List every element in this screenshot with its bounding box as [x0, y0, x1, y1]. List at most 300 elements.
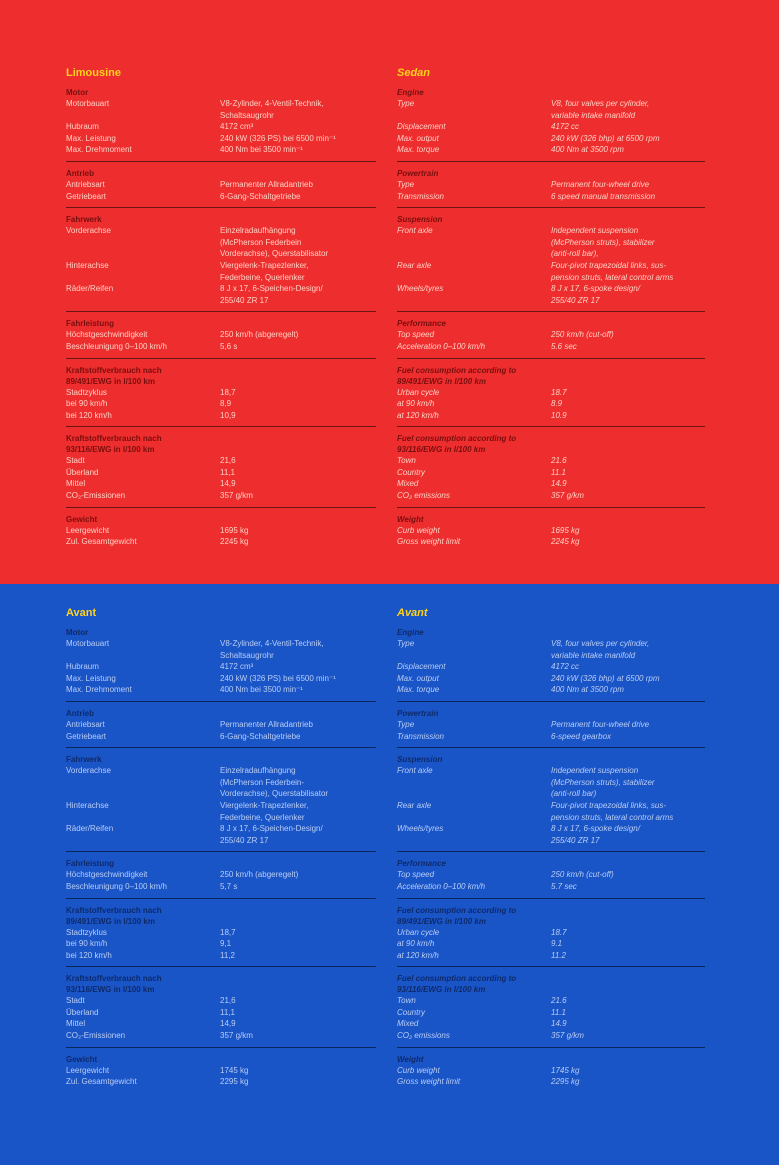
spec-row — [66, 1018, 376, 1030]
spec-row — [66, 455, 376, 467]
section-heading: Suspension — [397, 755, 443, 765]
spec-value — [551, 1018, 705, 1030]
spec-row — [397, 260, 705, 283]
spec-row — [66, 950, 376, 962]
section-heading: Weight — [397, 1054, 424, 1064]
spec-section — [397, 514, 705, 553]
spec-value-line: 240 kW (326 PS) bei 6500 min⁻¹ — [220, 133, 336, 143]
spec-value — [220, 536, 376, 548]
spec-label: Front axle — [397, 226, 433, 236]
spec-row — [66, 719, 376, 731]
spec-value — [551, 938, 705, 950]
spec-value-line: 357 g/km — [551, 1031, 584, 1041]
spec-row — [397, 765, 705, 800]
spec-row — [397, 719, 705, 731]
spec-row — [397, 398, 705, 410]
spec-value-line: 400 Nm at 3500 rpm — [551, 685, 624, 695]
spec-section — [66, 514, 376, 553]
spec-value-line: 240 kW (326 PS) bei 6500 min⁻¹ — [220, 673, 336, 683]
spec-value-line: 6-Gang-Schaltgetriebe — [220, 191, 301, 201]
spec-value — [220, 410, 376, 422]
spec-value-line: 11,1 — [220, 467, 235, 477]
section-heading: Fuel consumption according to 93/116/EWG in l/100 km — [397, 974, 517, 995]
spec-label: Max. torque — [397, 145, 440, 155]
section-heading: Fuel consumption according to 89/491/EWG in l/100 km — [397, 905, 517, 926]
spec-value — [551, 225, 705, 260]
spec-label: Country — [397, 1007, 426, 1017]
spec-label: Motorbauart — [66, 99, 110, 108]
spec-label: Top speed — [397, 870, 435, 880]
english-spec-column — [397, 606, 705, 1099]
section-heading: Powertrain — [397, 168, 439, 178]
spec-label: Mixed — [397, 479, 419, 489]
spec-section — [397, 905, 705, 968]
spec-value — [220, 673, 376, 685]
spec-label: Hubraum — [66, 662, 99, 672]
spec-value-line: 8,9 — [220, 399, 232, 409]
spec-value-line: Federbeine, Querlenker — [220, 812, 305, 822]
spec-label: Type — [397, 639, 415, 648]
spec-value-line: 2295 kg — [220, 1077, 249, 1087]
spec-label: Max. output — [397, 133, 439, 143]
spec-label: Mixed — [397, 1019, 419, 1029]
spec-section — [66, 168, 376, 208]
spec-section — [66, 318, 376, 358]
spec-label: Mittel — [66, 479, 86, 489]
section-heading: Fahrleistung — [66, 859, 115, 869]
spec-label: Räder/Reifen — [66, 284, 114, 294]
spec-value-line: 10,9 — [220, 410, 236, 420]
spec-value-line: 9.1 — [551, 939, 563, 949]
section-heading: Engine — [397, 88, 424, 97]
spec-row — [66, 525, 376, 537]
spec-label: Type — [397, 179, 415, 189]
spec-row — [397, 800, 705, 823]
spec-label: Zul. Gesamtgewicht — [66, 537, 137, 547]
spec-row — [397, 98, 705, 121]
spec-label: Type — [397, 99, 415, 108]
spec-label: Wheels/tyres — [397, 824, 444, 834]
spec-value-line: 21,6 — [220, 996, 236, 1006]
spec-value-line: 5.7 sec — [551, 881, 577, 891]
spec-value-line: (McPherson struts), stabilizer — [551, 237, 655, 247]
spec-label: Leergewicht — [66, 525, 110, 535]
spec-value — [220, 478, 376, 490]
spec-row — [397, 950, 705, 962]
spec-row — [66, 467, 376, 479]
spec-value-line: pension struts, lateral control arms — [551, 272, 674, 282]
spec-section — [66, 365, 376, 428]
spec-value — [220, 329, 376, 341]
german-spec-column — [66, 66, 376, 559]
spec-value-line: 240 kW (326 bhp) at 6500 rpm — [551, 133, 660, 143]
spec-value — [551, 1007, 705, 1019]
section-heading: Antrieb — [66, 168, 94, 178]
section-heading: Suspension — [397, 215, 443, 225]
spec-row — [397, 329, 705, 341]
german-spec-column — [66, 606, 376, 1099]
spec-row — [66, 478, 376, 490]
spec-value-line: Independent suspension — [551, 766, 639, 776]
spec-label: Curb weight — [397, 1065, 440, 1075]
spec-section — [66, 433, 376, 507]
spec-row — [66, 329, 376, 341]
spec-label: Transmission — [397, 191, 444, 201]
section-heading: Fahrleistung — [66, 319, 115, 329]
spec-row — [397, 121, 705, 133]
spec-value-line: (anti-roll bar) — [551, 789, 597, 799]
spec-label: Höchstgeschwindigkeit — [66, 870, 148, 880]
spec-value — [551, 387, 705, 399]
spec-label: Stadtzyklus — [66, 387, 107, 397]
spec-row — [66, 387, 376, 399]
spec-row — [66, 661, 376, 673]
spec-row — [66, 995, 376, 1007]
spec-value — [551, 191, 705, 203]
spec-value — [551, 410, 705, 422]
spec-label: Überland — [66, 467, 99, 477]
spec-label: Wheels/tyres — [397, 284, 444, 294]
spec-value-line: Permanent four-wheel drive — [551, 179, 650, 189]
spec-value — [551, 260, 705, 283]
spec-value-line: 18.7 — [551, 927, 567, 937]
spec-label: bei 90 km/h — [66, 399, 108, 409]
spec-value — [220, 283, 376, 306]
spec-value-line: 8 J x 17, 6-Speichen-Design/ — [220, 824, 323, 834]
spec-label: Motorbauart — [66, 639, 110, 648]
spec-value — [220, 950, 376, 962]
column-title: Sedan — [397, 67, 431, 79]
spec-row — [66, 536, 376, 548]
spec-value-line: 4172 cm³ — [220, 662, 254, 672]
spec-value — [220, 455, 376, 467]
spec-row — [397, 144, 705, 156]
section-heading: Kraftstoffverbrauch nach 93/116/EWG in l/100 km — [66, 974, 162, 995]
spec-value-line: 5,7 s — [220, 881, 238, 891]
spec-row — [397, 341, 705, 353]
spec-row — [397, 1018, 705, 1030]
spec-row — [397, 283, 705, 306]
spec-row — [397, 684, 705, 696]
spec-section — [397, 87, 705, 162]
spec-label: Rear axle — [397, 260, 432, 270]
spec-section — [397, 168, 705, 208]
section-heading: Engine — [397, 628, 424, 637]
spec-value — [220, 823, 376, 846]
spec-value-line: 11,1 — [220, 1007, 235, 1017]
spec-value — [220, 1007, 376, 1019]
spec-value-line: Federbeine, Querlenker — [220, 272, 305, 282]
spec-value-line: Permanent four-wheel drive — [551, 719, 650, 729]
spec-section — [397, 365, 705, 428]
spec-value-line: 255/40 ZR 17 — [220, 295, 269, 305]
spec-value-line: 255/40 ZR 17 — [551, 295, 600, 305]
spec-label: Gross weight limit — [397, 1077, 461, 1087]
spec-value-line: Permanenter Allradantrieb — [220, 179, 313, 189]
spec-row — [397, 927, 705, 939]
spec-row — [66, 179, 376, 191]
spec-value-line: 255/40 ZR 17 — [551, 835, 600, 845]
spec-value — [220, 719, 376, 731]
spec-label: Stadtzyklus — [66, 927, 107, 937]
spec-row — [397, 638, 705, 661]
spec-value — [551, 823, 705, 846]
spec-label: bei 90 km/h — [66, 939, 108, 949]
spec-value-line: 18,7 — [220, 387, 236, 397]
spec-row — [66, 673, 376, 685]
spec-label: Beschleunigung 0–100 km/h — [66, 881, 167, 891]
spec-label: at 90 km/h — [397, 399, 435, 409]
spec-value-line: 400 Nm bei 3500 min⁻¹ — [220, 685, 303, 695]
spec-value — [220, 179, 376, 191]
spec-value — [551, 719, 705, 731]
spec-row — [66, 341, 376, 353]
spec-label: Rear axle — [397, 800, 432, 810]
spec-value-line: 11,2 — [220, 950, 235, 960]
spec-value — [220, 765, 376, 800]
spec-value — [551, 661, 705, 673]
spec-section — [66, 627, 376, 702]
spec-label: Type — [397, 719, 415, 729]
spec-row — [66, 121, 376, 133]
spec-value — [551, 881, 705, 893]
spec-row — [397, 536, 705, 548]
spec-row — [397, 455, 705, 467]
spec-value — [551, 765, 705, 800]
spec-value — [551, 1030, 705, 1042]
spec-value-line: (McPherson Federbein- — [220, 777, 305, 787]
spec-row — [66, 638, 376, 661]
spec-row — [397, 823, 705, 846]
spec-value-line: Einzelradaufhängung — [220, 226, 296, 236]
spec-row — [397, 191, 705, 203]
spec-value-line: Schaltsaugrohr — [220, 110, 274, 120]
spec-row — [66, 938, 376, 950]
spec-value — [551, 995, 705, 1007]
spec-value — [551, 133, 705, 145]
spec-value — [551, 800, 705, 823]
spec-label: Zul. Gesamtgewicht — [66, 1077, 137, 1087]
spec-value — [551, 144, 705, 156]
spec-row — [66, 1030, 376, 1042]
spec-section — [66, 858, 376, 898]
spec-value-line: 357 g/km — [551, 491, 584, 501]
spec-label: Country — [397, 467, 426, 477]
spec-value-line: V8, four valves per cylinder, — [551, 99, 650, 108]
spec-value — [220, 260, 376, 283]
spec-value-line: 250 km/h (abgeregelt) — [220, 330, 299, 340]
spec-value-line: Independent suspension — [551, 226, 639, 236]
spec-section — [397, 754, 705, 852]
spec-value — [551, 283, 705, 306]
spec-value-line: (anti-roll bar), — [551, 249, 599, 259]
spec-row — [66, 800, 376, 823]
spec-value-line: 11.1 — [551, 1007, 566, 1017]
spec-value-line: Vorderachse), Querstabilisator — [220, 789, 329, 799]
section-heading: Performance — [397, 859, 446, 869]
spec-value-line: 21,6 — [220, 456, 236, 466]
spec-value — [220, 638, 376, 661]
spec-label: Beschleunigung 0–100 km/h — [66, 341, 167, 351]
spec-label: Curb weight — [397, 525, 440, 535]
spec-section — [66, 754, 376, 852]
spec-label: Antriebsart — [66, 179, 105, 189]
spec-label: Displacement — [397, 122, 446, 132]
spec-section — [66, 708, 376, 748]
spec-value-line: 4172 cc — [551, 662, 580, 672]
spec-row — [397, 731, 705, 743]
spec-label: Hinterachse — [66, 260, 109, 270]
spec-value — [220, 121, 376, 133]
spec-value — [220, 869, 376, 881]
spec-section — [66, 973, 376, 1047]
spec-value — [220, 800, 376, 823]
spec-value — [551, 684, 705, 696]
spec-section — [397, 627, 705, 702]
spec-value-line: 21.6 — [551, 456, 567, 466]
spec-row — [397, 1076, 705, 1088]
spec-value — [220, 98, 376, 121]
section-heading: Motor — [66, 628, 89, 637]
spec-value — [551, 731, 705, 743]
spec-row — [397, 225, 705, 260]
spec-row — [66, 1076, 376, 1088]
spec-value — [551, 490, 705, 502]
spec-value-line: 240 kW (326 bhp) at 6500 rpm — [551, 673, 660, 683]
spec-value-line: 1745 kg — [220, 1065, 249, 1075]
spec-value-line: 250 km/h (abgeregelt) — [220, 870, 299, 880]
spec-row — [66, 684, 376, 696]
spec-value-line: 14,9 — [220, 1019, 236, 1029]
spec-value-line: 5,6 s — [220, 341, 238, 351]
spec-value — [551, 536, 705, 548]
spec-value-line: 21.6 — [551, 996, 567, 1006]
section-heading: Fuel consumption according to 89/491/EWG in l/100 km — [397, 365, 517, 386]
spec-label: Höchstgeschwindigkeit — [66, 330, 148, 340]
spec-value — [551, 1076, 705, 1088]
spec-value-line: 10.9 — [551, 410, 567, 420]
spec-label: Vorderachse — [66, 766, 111, 776]
spec-value-line: 11.1 — [551, 467, 566, 477]
spec-row — [397, 410, 705, 422]
spec-label: Max. Drehmoment — [66, 685, 132, 695]
spec-row — [66, 398, 376, 410]
spec-row — [66, 191, 376, 203]
spec-value-line: 255/40 ZR 17 — [220, 835, 269, 845]
spec-label: Überland — [66, 1007, 99, 1017]
spec-row — [66, 260, 376, 283]
spec-value — [220, 398, 376, 410]
spec-section — [397, 318, 705, 358]
spec-value — [220, 1018, 376, 1030]
spec-label: Max. torque — [397, 685, 440, 695]
spec-value — [551, 869, 705, 881]
spec-row — [397, 467, 705, 479]
spec-label: Vorderachse — [66, 226, 111, 236]
spec-value-line: Viergelenk-Trapezlenker, — [220, 800, 309, 810]
spec-row — [66, 881, 376, 893]
spec-value-line: 357 g/km — [220, 491, 253, 501]
spec-label: Leergewicht — [66, 1065, 110, 1075]
spec-value-line: Schaltsaugrohr — [220, 650, 274, 660]
spec-value — [220, 731, 376, 743]
spec-label: Acceleration 0–100 km/h — [397, 881, 486, 891]
spec-value — [220, 881, 376, 893]
spec-section — [397, 433, 705, 507]
spec-value — [551, 329, 705, 341]
section-heading: Gewicht — [66, 514, 98, 524]
spec-value-line: 1745 kg — [551, 1065, 580, 1075]
spec-value — [220, 490, 376, 502]
spec-row — [397, 1065, 705, 1077]
spec-label: Urban cycle — [397, 927, 440, 937]
spec-value — [220, 1065, 376, 1077]
spec-row — [397, 478, 705, 490]
spec-row — [397, 525, 705, 537]
spec-label: Stadt — [66, 996, 85, 1006]
spec-value-line: V8-Zylinder, 4-Ventil-Technik, — [220, 639, 324, 648]
avant-spec-panel — [0, 584, 779, 1165]
spec-row — [66, 869, 376, 881]
spec-value-line: 9,1 — [220, 939, 232, 949]
spec-value — [220, 387, 376, 399]
spec-value-line: 8 J x 17, 6-spoke design/ — [551, 284, 640, 294]
spec-row — [66, 927, 376, 939]
spec-value — [551, 525, 705, 537]
spec-value-line: Four-pivot trapezoidal links, sus- — [551, 260, 667, 270]
spec-label: at 120 km/h — [397, 950, 439, 960]
section-heading: Performance — [397, 319, 446, 329]
spec-label: Stadt — [66, 456, 85, 466]
spec-value — [220, 1030, 376, 1042]
spec-value-line: 400 Nm at 3500 rpm — [551, 145, 624, 155]
spec-label: Urban cycle — [397, 387, 440, 397]
spec-label: at 120 km/h — [397, 410, 439, 420]
spec-value — [551, 478, 705, 490]
spec-row — [397, 1030, 705, 1042]
spec-value-line: 8.9 — [551, 399, 563, 409]
spec-value-line: 4172 cc — [551, 122, 580, 132]
spec-value-line: 14.9 — [551, 479, 567, 489]
spec-value-line: Four-pivot trapezoidal links, sus- — [551, 800, 667, 810]
section-heading: Kraftstoffverbrauch nach 89/491/EWG in l/100 km — [66, 905, 162, 926]
spec-row — [397, 387, 705, 399]
spec-label: Top speed — [397, 330, 435, 340]
spec-value-line: 2295 kg — [551, 1077, 580, 1087]
section-heading: Kraftstoffverbrauch nach 93/116/EWG in l/100 km — [66, 434, 162, 455]
spec-value — [551, 1065, 705, 1077]
spec-value-line: 11.2 — [551, 950, 566, 960]
spec-value-line: 5.6 sec — [551, 341, 577, 351]
spec-row — [66, 144, 376, 156]
spec-value-line: V8, four valves per cylinder, — [551, 639, 650, 648]
section-heading: Antrieb — [66, 708, 94, 718]
section-heading: Fahrwerk — [66, 215, 102, 225]
spec-label: bei 120 km/h — [66, 410, 112, 420]
spec-label: Town — [397, 996, 416, 1006]
section-heading: Fuel consumption according to 93/116/EWG in l/100 km — [397, 434, 517, 455]
spec-value-line: 250 km/h (cut-off) — [551, 870, 614, 880]
spec-row — [397, 490, 705, 502]
spec-value-line: Vorderachse), Querstabilisator — [220, 249, 329, 259]
spec-row — [397, 673, 705, 685]
spec-value — [220, 995, 376, 1007]
spec-value — [220, 191, 376, 203]
spec-row — [397, 938, 705, 950]
spec-label: CO₂ emissions — [397, 1031, 450, 1041]
spec-value — [551, 467, 705, 479]
spec-section — [66, 905, 376, 968]
